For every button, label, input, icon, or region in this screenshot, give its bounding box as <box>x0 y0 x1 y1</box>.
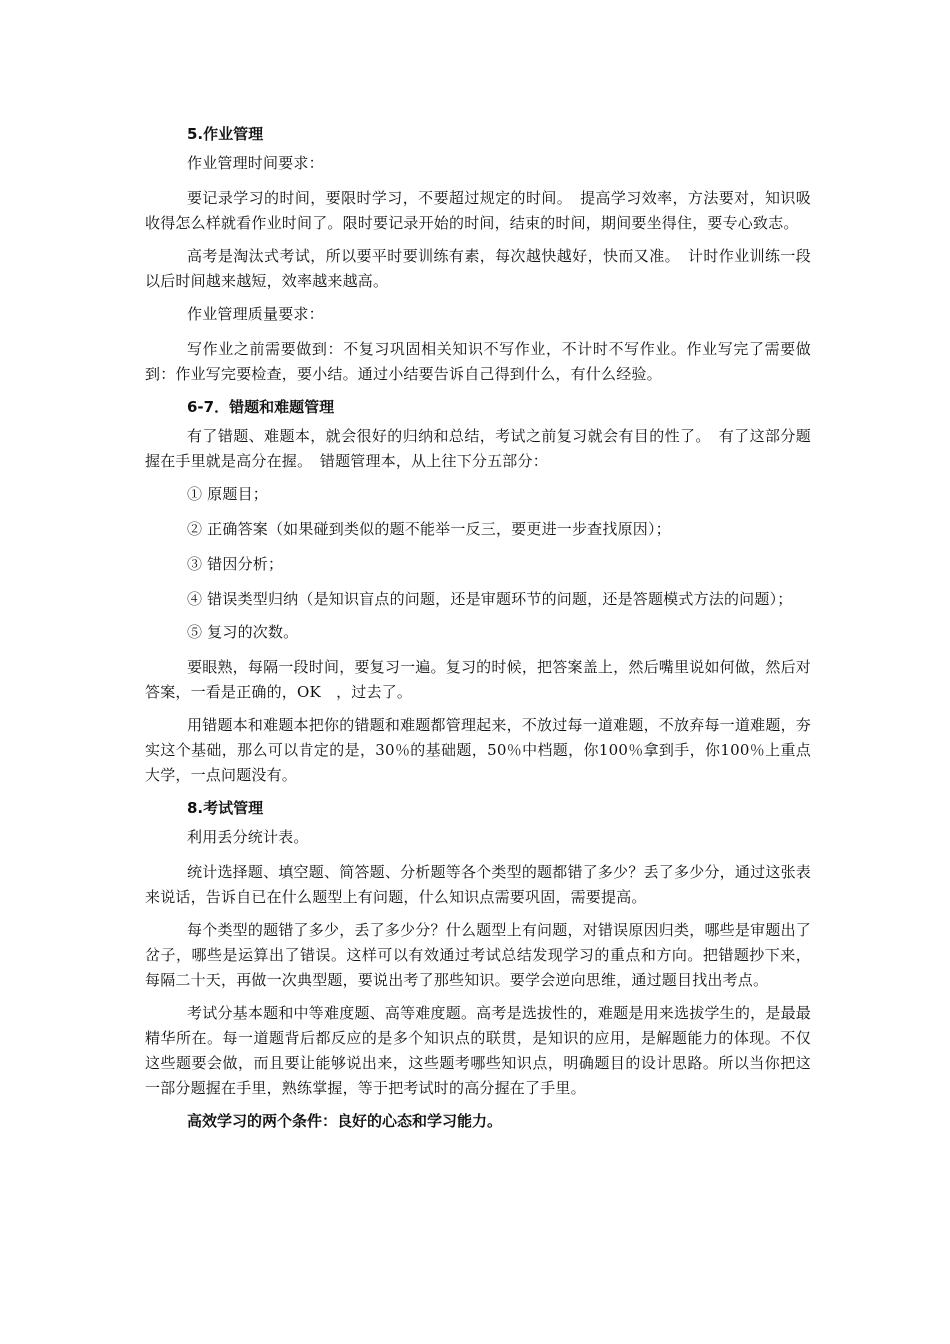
statistics-paragraph: 统计选择题、填空题、简答题、分析题等各个类型的题都错了多少？丢了多少分，通过这张表来说话，告诉自已在什么题型上有问题，什么知识点需要巩固，需要提高。 <box>145 863 811 906</box>
mistake-book-item-4: ④ 错误类型归纳（是知识盲点的问题，还是审题环节的问题，还是答题模式方法的问题）； <box>187 590 793 608</box>
homework-time-paragraph: 要记录学习的时间，要限时学习，不要超过规定的时间。 提高学习效率，方法要对，知识吸收得怎么样就看作业时间了。限时要记录开始的时间，结束的时间，期间要坐得住，要专心致志。 <box>145 189 811 232</box>
error-classification-paragraph: 每个类型的题错了多少，丢了多少分？什么题型上有问题，对错误原因归类，哪些是审题出了岔子，哪些是运算出了错误。这样可以有效通过考试总结发现学习的重点和方向。把错题抄下来，每隔二十天，再做一次典型题，要说出考了那些知识。要学会逆向思维，通过题目找出考点。 <box>145 921 811 989</box>
gaokao-training-paragraph: 高考是淘汰式考试，所以要平时要训练有素，每次越快越好，快而又准。 计时作业训练一段以后时间越来越短，效率越来越高。 <box>145 247 811 290</box>
review-paragraph: 要眼熟，每隔一段时间，要复习一遍。复习的时候，把答案盖上，然后嘴里说如何做，然后对答案，一看是正确的，OK ，过去了。 <box>145 658 811 701</box>
mistake-book-item-3: ③ 错因分析； <box>187 555 284 573</box>
mistake-book-item-5: ⑤ 复习的次数。 <box>187 623 299 641</box>
document-page <box>145 122 811 1134</box>
mistake-book-intro-paragraph: 有了错题、难题本，就会很好的归纳和总结，考试之前复习就会有目的性了。 有了这部分题握在手里就是高分在握。 错题管理本，从上往下分五部分： <box>145 427 811 470</box>
mistake-book-item-2: ② 正确答案（如果碰到类似的题不能举一反三，要更进一步查找原因）； <box>187 520 671 538</box>
homework-quality-paragraph: 写作业之前需要做到：不复习巩固相关知识不写作业，不计时不写作业。作业写完了需要做到：作业写完要检查，要小结。通过小结要告诉自己得到什么，有什么经验。 <box>145 340 811 383</box>
mistake-management-paragraph: 用错题本和难题本把你的错题和难题都管理起来，不放过每一道难题，不放弃每一道难题，夯实这个基础，那么可以肯定的是，30％的基础题，50％中档题，你100％拿到手，你100％上重点大学，一点问题没有。 <box>145 716 811 784</box>
closing-statement: 高效学习的两个条件：良好的心态和学习能力。 <box>187 1112 503 1130</box>
section-6-7-heading: 6-7．错题和难题管理 <box>187 398 335 416</box>
homework-time-requirement-label: 作业管理时间要求： <box>187 154 324 172</box>
mistake-book-item-1: ① 原题目； <box>187 485 268 503</box>
section-5-heading: 5.作业管理 <box>187 125 264 143</box>
section-8-heading: 8.考试管理 <box>187 799 264 817</box>
homework-quality-requirement-label: 作业管理质量要求： <box>187 305 324 323</box>
exam-difficulty-paragraph: 考试分基本题和中等难度题、高等难度题。高考是选拔性的，难题是用来选拔学生的，是最最精华所在。每一道题背后都反应的是多个知识点的联贯，是知识的应用，是解题能力的体现。不仅这些题要会做，而且要让能够说出来，这些题考哪些知识点，明确题目的设计思路。所以当你把这一部分题握在手里，熟练掌握，等于把考试时的高分握在了手里。 <box>145 1004 811 1097</box>
score-loss-table-label: 利用丢分统计表。 <box>187 828 309 846</box>
